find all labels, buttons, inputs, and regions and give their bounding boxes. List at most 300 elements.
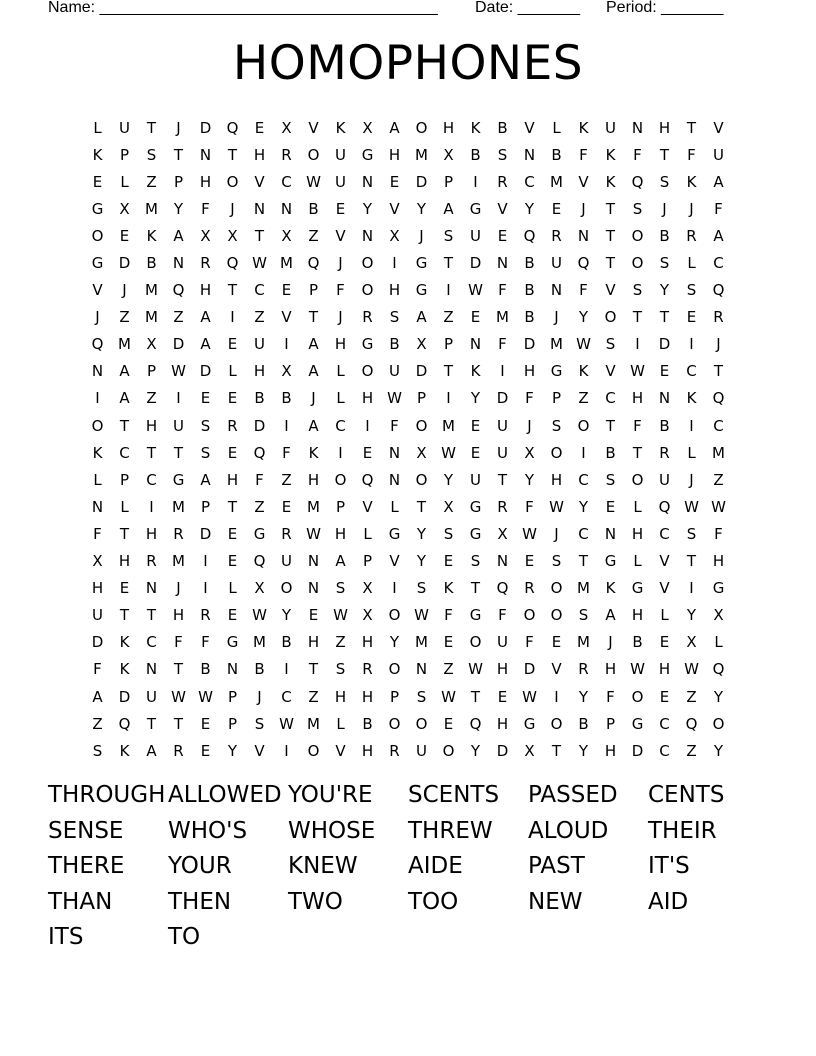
grid-letter[interactable]: N — [658, 389, 671, 408]
grid-letter[interactable]: T — [686, 552, 697, 571]
grid-letter[interactable]: E — [551, 199, 562, 218]
grid-letter[interactable]: M — [550, 172, 563, 191]
grid-letter[interactable]: F — [498, 281, 507, 300]
grid-letter[interactable]: F — [606, 687, 615, 706]
grid-letter[interactable]: R — [227, 416, 238, 435]
grid-letter[interactable]: J — [338, 254, 343, 273]
grid-letter[interactable]: K — [686, 389, 697, 408]
grid-letter[interactable]: M — [577, 633, 590, 652]
grid-letter[interactable]: H — [604, 660, 617, 679]
grid-letter[interactable]: Y — [524, 199, 535, 218]
grid-letter[interactable]: U — [470, 226, 481, 245]
grid-letter[interactable]: T — [227, 145, 238, 164]
grid-letter[interactable]: I — [689, 579, 694, 598]
grid-letter[interactable]: B — [281, 389, 292, 408]
grid-letter[interactable]: V — [362, 497, 373, 516]
grid-letter[interactable]: T — [470, 687, 481, 706]
grid-letter[interactable]: S — [659, 254, 670, 273]
grid-letter[interactable]: Y — [713, 687, 724, 706]
grid-letter[interactable]: T — [119, 606, 130, 625]
grid-letter[interactable]: S — [389, 308, 400, 327]
grid-letter[interactable]: U — [497, 633, 508, 652]
grid-letter[interactable]: E — [443, 633, 454, 652]
grid-letter[interactable]: L — [390, 497, 399, 516]
grid-letter[interactable]: S — [686, 524, 697, 543]
grid-letter[interactable]: I — [365, 416, 370, 435]
grid-letter[interactable]: H — [334, 687, 347, 706]
grid-letter[interactable]: V — [254, 172, 265, 191]
grid-letter[interactable]: W — [252, 606, 267, 625]
grid-letter[interactable]: O — [361, 254, 374, 273]
grid-letter[interactable]: C — [119, 443, 130, 462]
grid-letter[interactable]: B — [551, 145, 562, 164]
grid-letter[interactable]: O — [361, 281, 374, 300]
grid-letter[interactable]: R — [173, 524, 184, 543]
grid-letter[interactable]: Y — [578, 497, 589, 516]
grid-letter[interactable]: L — [93, 470, 102, 489]
grid-letter[interactable]: I — [446, 281, 451, 300]
grid-letter[interactable]: H — [496, 714, 509, 733]
grid-letter[interactable]: C — [713, 254, 724, 273]
grid-letter[interactable]: E — [443, 552, 454, 571]
grid-letter[interactable]: I — [473, 172, 478, 191]
grid-letter[interactable]: X — [713, 606, 724, 625]
grid-letter[interactable]: O — [550, 714, 563, 733]
grid-letter[interactable]: V — [308, 118, 319, 137]
grid-letter[interactable]: H — [118, 552, 131, 571]
grid-letter[interactable]: H — [199, 172, 212, 191]
grid-letter[interactable]: F — [201, 199, 210, 218]
grid-letter[interactable]: Y — [470, 389, 481, 408]
grid-letter[interactable]: O — [469, 633, 482, 652]
grid-letter[interactable]: U — [254, 335, 265, 354]
grid-letter[interactable]: P — [173, 172, 184, 191]
grid-letter[interactable]: V — [551, 660, 562, 679]
grid-letter[interactable]: J — [581, 199, 586, 218]
grid-letter[interactable]: L — [633, 497, 642, 516]
grid-letter[interactable]: J — [176, 118, 181, 137]
grid-letter[interactable]: G — [604, 552, 617, 571]
grid-letter[interactable]: D — [523, 335, 536, 354]
grid-letter[interactable]: H — [442, 118, 455, 137]
grid-letter[interactable]: T — [173, 714, 184, 733]
grid-letter[interactable]: H — [334, 335, 347, 354]
grid-letter[interactable]: L — [552, 118, 561, 137]
grid-letter[interactable]: J — [419, 226, 424, 245]
grid-letter[interactable]: Q — [172, 281, 185, 300]
grid-letter[interactable]: H — [307, 633, 320, 652]
grid-letter[interactable]: I — [284, 335, 289, 354]
grid-letter[interactable]: R — [389, 741, 400, 760]
period-field[interactable]: Period: _______ — [606, 0, 724, 16]
grid-letter[interactable]: M — [145, 308, 158, 327]
grid-letter[interactable]: K — [92, 443, 103, 462]
grid-letter[interactable]: S — [632, 281, 643, 300]
grid-letter[interactable]: T — [254, 226, 265, 245]
grid-letter[interactable]: H — [307, 470, 320, 489]
grid-letter[interactable]: G — [550, 362, 563, 381]
grid-letter[interactable]: H — [523, 362, 536, 381]
grid-letter[interactable]: A — [146, 741, 157, 760]
grid-letter[interactable]: B — [578, 714, 589, 733]
grid-letter[interactable]: O — [415, 714, 428, 733]
grid-letter[interactable]: W — [549, 497, 564, 516]
grid-letter[interactable]: C — [659, 714, 670, 733]
grid-letter[interactable]: U — [416, 741, 427, 760]
grid-letter[interactable]: Z — [686, 687, 697, 706]
grid-letter[interactable]: O — [712, 714, 725, 733]
grid-letter[interactable]: K — [119, 660, 130, 679]
grid-letter[interactable]: W — [711, 497, 726, 516]
grid-letter[interactable]: G — [91, 199, 104, 218]
grid-letter[interactable]: O — [631, 226, 644, 245]
grid-letter[interactable]: T — [146, 606, 157, 625]
grid-letter[interactable]: O — [388, 660, 401, 679]
grid-letter[interactable]: K — [605, 579, 616, 598]
grid-letter[interactable]: U — [470, 470, 481, 489]
grid-letter[interactable]: B — [470, 145, 481, 164]
grid-letter[interactable]: C — [659, 741, 670, 760]
grid-letter[interactable]: C — [578, 524, 589, 543]
grid-letter[interactable]: V — [281, 308, 292, 327]
grid-letter[interactable]: U — [389, 362, 400, 381]
grid-letter[interactable]: Q — [685, 714, 698, 733]
grid-letter[interactable]: Q — [712, 389, 725, 408]
grid-letter[interactable]: P — [119, 145, 130, 164]
grid-letter[interactable]: E — [227, 335, 238, 354]
grid-letter[interactable]: G — [631, 714, 644, 733]
grid-letter[interactable]: R — [362, 308, 373, 327]
grid-letter[interactable]: V — [254, 741, 265, 760]
grid-letter[interactable]: B — [146, 254, 157, 273]
grid-letter[interactable]: L — [633, 552, 642, 571]
grid-letter[interactable]: B — [659, 416, 670, 435]
grid-letter[interactable]: J — [230, 199, 235, 218]
grid-letter[interactable]: F — [390, 416, 399, 435]
grid-letter[interactable]: T — [551, 741, 562, 760]
grid-letter[interactable]: G — [469, 606, 482, 625]
grid-letter[interactable]: L — [336, 389, 345, 408]
grid-letter[interactable]: N — [91, 497, 104, 516]
grid-letter[interactable]: M — [307, 714, 320, 733]
grid-letter[interactable]: H — [712, 552, 725, 571]
grid-letter[interactable]: U — [659, 470, 670, 489]
grid-letter[interactable]: P — [605, 714, 616, 733]
grid-letter[interactable]: Q — [523, 226, 536, 245]
grid-letter[interactable]: V — [389, 552, 400, 571]
grid-letter[interactable]: N — [307, 579, 320, 598]
grid-letter[interactable]: O — [631, 687, 644, 706]
grid-letter[interactable]: S — [551, 416, 562, 435]
grid-letter[interactable]: I — [284, 416, 289, 435]
grid-letter[interactable]: H — [334, 524, 347, 543]
grid-letter[interactable]: E — [686, 308, 697, 327]
grid-letter[interactable]: E — [200, 389, 211, 408]
grid-letter[interactable]: Y — [281, 606, 292, 625]
grid-letter[interactable]: V — [497, 199, 508, 218]
grid-letter[interactable]: T — [173, 443, 184, 462]
grid-letter[interactable]: W — [684, 660, 699, 679]
grid-letter[interactable]: U — [497, 416, 508, 435]
grid-letter[interactable]: I — [689, 335, 694, 354]
grid-letter[interactable]: Y — [227, 741, 238, 760]
grid-letter[interactable]: X — [281, 226, 292, 245]
grid-letter[interactable]: R — [497, 497, 508, 516]
grid-letter[interactable]: T — [659, 145, 670, 164]
grid-letter[interactable]: N — [415, 660, 428, 679]
grid-letter[interactable]: U — [119, 118, 130, 137]
grid-letter[interactable]: H — [145, 524, 158, 543]
grid-letter[interactable]: S — [497, 145, 508, 164]
grid-letter[interactable]: Q — [469, 714, 482, 733]
grid-letter[interactable]: K — [605, 172, 616, 191]
grid-letter[interactable]: C — [146, 470, 157, 489]
grid-letter[interactable]: P — [416, 389, 427, 408]
grid-letter[interactable]: J — [95, 308, 100, 327]
grid-letter[interactable]: D — [415, 172, 428, 191]
grid-letter[interactable]: F — [525, 497, 534, 516]
grid-letter[interactable]: P — [119, 470, 130, 489]
grid-letter[interactable]: S — [605, 470, 616, 489]
grid-letter[interactable]: K — [470, 362, 481, 381]
grid-letter[interactable]: B — [281, 633, 292, 652]
grid-letter[interactable]: T — [605, 226, 616, 245]
grid-letter[interactable]: W — [414, 606, 429, 625]
grid-letter[interactable]: T — [605, 254, 616, 273]
grid-letter[interactable]: N — [172, 254, 185, 273]
grid-letter[interactable]: J — [608, 633, 613, 652]
grid-letter[interactable]: R — [497, 172, 508, 191]
grid-letter[interactable]: G — [523, 714, 536, 733]
grid-letter[interactable]: W — [630, 660, 645, 679]
grid-letter[interactable]: M — [145, 199, 158, 218]
grid-letter[interactable]: U — [92, 606, 103, 625]
grid-letter[interactable]: O — [523, 606, 536, 625]
grid-letter[interactable]: E — [659, 362, 670, 381]
date-field[interactable]: Date: _______ — [475, 0, 580, 16]
grid-letter[interactable]: M — [415, 633, 428, 652]
grid-letter[interactable]: A — [200, 470, 211, 489]
grid-letter[interactable]: C — [281, 172, 292, 191]
grid-letter[interactable]: H — [550, 470, 563, 489]
grid-letter[interactable]: C — [254, 281, 265, 300]
grid-letter[interactable]: Z — [443, 660, 454, 679]
grid-letter[interactable]: R — [281, 524, 292, 543]
grid-letter[interactable]: Z — [92, 714, 103, 733]
grid-letter[interactable]: Y — [443, 470, 454, 489]
grid-letter[interactable]: Z — [713, 470, 724, 489]
grid-letter[interactable]: B — [308, 199, 319, 218]
grid-letter[interactable]: X — [497, 524, 508, 543]
grid-letter[interactable]: E — [281, 497, 292, 516]
grid-letter[interactable]: N — [523, 145, 536, 164]
grid-letter[interactable]: D — [118, 254, 131, 273]
grid-letter[interactable]: P — [200, 497, 211, 516]
grid-letter[interactable]: T — [713, 362, 724, 381]
grid-letter[interactable]: F — [255, 470, 264, 489]
grid-letter[interactable]: G — [469, 199, 482, 218]
grid-letter[interactable]: H — [361, 633, 374, 652]
name-field[interactable]: Name: ______________________________________ — [48, 0, 438, 16]
grid-letter[interactable]: O — [307, 741, 320, 760]
grid-letter[interactable]: O — [631, 470, 644, 489]
grid-letter[interactable]: A — [308, 416, 319, 435]
grid-letter[interactable]: K — [605, 145, 616, 164]
grid-letter[interactable]: Z — [335, 633, 346, 652]
grid-letter[interactable]: D — [415, 362, 428, 381]
grid-letter[interactable]: B — [497, 118, 508, 137]
grid-letter[interactable]: B — [632, 633, 643, 652]
grid-letter[interactable]: H — [631, 389, 644, 408]
grid-letter[interactable]: G — [253, 524, 266, 543]
grid-letter[interactable]: T — [470, 579, 481, 598]
grid-letter[interactable]: H — [496, 660, 509, 679]
grid-letter[interactable]: O — [226, 172, 239, 191]
grid-letter[interactable]: N — [361, 172, 374, 191]
grid-letter[interactable]: V — [659, 552, 670, 571]
grid-letter[interactable]: V — [335, 226, 346, 245]
grid-letter[interactable]: L — [687, 254, 696, 273]
grid-letter[interactable]: R — [200, 254, 211, 273]
grid-letter[interactable]: O — [307, 145, 320, 164]
grid-letter[interactable]: D — [199, 118, 212, 137]
grid-letter[interactable]: E — [254, 118, 265, 137]
grid-letter[interactable]: R — [686, 226, 697, 245]
grid-letter[interactable]: G — [631, 579, 644, 598]
grid-letter[interactable]: E — [92, 172, 103, 191]
grid-letter[interactable]: P — [389, 687, 400, 706]
grid-letter[interactable]: M — [577, 579, 590, 598]
grid-letter[interactable]: X — [443, 145, 454, 164]
grid-letter[interactable]: U — [146, 687, 157, 706]
grid-letter[interactable]: N — [577, 226, 590, 245]
grid-letter[interactable]: E — [227, 389, 238, 408]
grid-letter[interactable]: W — [306, 172, 321, 191]
grid-letter[interactable]: E — [227, 524, 238, 543]
grid-letter[interactable]: Y — [713, 741, 724, 760]
grid-letter[interactable]: S — [254, 714, 265, 733]
grid-letter[interactable]: M — [442, 416, 455, 435]
grid-letter[interactable]: K — [578, 118, 589, 137]
grid-letter[interactable]: S — [200, 416, 211, 435]
grid-letter[interactable]: F — [93, 660, 102, 679]
grid-letter[interactable]: T — [443, 362, 454, 381]
grid-letter[interactable]: M — [307, 497, 320, 516]
grid-letter[interactable]: C — [686, 362, 697, 381]
grid-letter[interactable]: X — [254, 579, 265, 598]
grid-letter[interactable]: T — [119, 524, 130, 543]
grid-letter[interactable]: Z — [578, 389, 589, 408]
grid-letter[interactable]: O — [550, 443, 563, 462]
grid-letter[interactable]: W — [630, 362, 645, 381]
grid-letter[interactable]: K — [92, 145, 103, 164]
grid-letter[interactable]: N — [145, 660, 158, 679]
grid-letter[interactable]: D — [253, 416, 266, 435]
grid-letter[interactable]: X — [227, 226, 238, 245]
grid-letter[interactable]: N — [496, 254, 509, 273]
grid-letter[interactable]: G — [361, 145, 374, 164]
grid-letter[interactable]: S — [92, 741, 103, 760]
grid-letter[interactable]: E — [227, 443, 238, 462]
grid-letter[interactable]: C — [524, 172, 535, 191]
grid-letter[interactable]: B — [362, 714, 373, 733]
grid-letter[interactable]: H — [631, 524, 644, 543]
grid-letter[interactable]: S — [200, 443, 211, 462]
grid-letter[interactable]: V — [524, 118, 535, 137]
grid-letter[interactable]: M — [172, 497, 185, 516]
grid-letter[interactable]: O — [91, 226, 104, 245]
grid-letter[interactable]: D — [199, 524, 212, 543]
grid-letter[interactable]: F — [444, 606, 453, 625]
grid-letter[interactable]: E — [470, 443, 481, 462]
grid-letter[interactable]: L — [660, 606, 669, 625]
grid-letter[interactable]: E — [659, 633, 670, 652]
grid-letter[interactable]: I — [392, 579, 397, 598]
grid-letter[interactable]: F — [201, 633, 210, 652]
grid-letter[interactable]: R — [524, 579, 535, 598]
grid-letter[interactable]: G — [415, 281, 428, 300]
grid-letter[interactable]: O — [388, 714, 401, 733]
grid-letter[interactable]: E — [470, 308, 481, 327]
grid-letter[interactable]: A — [605, 606, 616, 625]
grid-letter[interactable]: H — [361, 687, 374, 706]
grid-letter[interactable]: R — [659, 443, 670, 462]
grid-letter[interactable]: G — [172, 470, 185, 489]
grid-letter[interactable]: Z — [119, 308, 130, 327]
grid-letter[interactable]: K — [443, 579, 454, 598]
grid-letter[interactable]: B — [254, 389, 265, 408]
grid-letter[interactable]: R — [146, 552, 157, 571]
grid-letter[interactable]: P — [551, 389, 562, 408]
grid-letter[interactable]: S — [578, 606, 589, 625]
grid-letter[interactable]: R — [173, 741, 184, 760]
grid-letter[interactable]: K — [119, 741, 130, 760]
grid-letter[interactable]: N — [604, 524, 617, 543]
grid-letter[interactable]: Q — [658, 497, 671, 516]
grid-letter[interactable]: V — [335, 741, 346, 760]
grid-letter[interactable]: P — [308, 281, 319, 300]
grid-letter[interactable]: O — [388, 606, 401, 625]
grid-letter[interactable]: J — [338, 308, 343, 327]
grid-letter[interactable]: H — [145, 416, 158, 435]
grid-letter[interactable]: Z — [281, 470, 292, 489]
grid-letter[interactable]: U — [713, 145, 724, 164]
grid-letter[interactable]: I — [446, 389, 451, 408]
grid-letter[interactable]: D — [523, 660, 536, 679]
grid-letter[interactable]: S — [443, 524, 454, 543]
grid-letter[interactable]: L — [93, 118, 102, 137]
grid-letter[interactable]: P — [335, 497, 346, 516]
grid-letter[interactable]: T — [497, 470, 508, 489]
grid-letter[interactable]: U — [605, 118, 616, 137]
grid-letter[interactable]: U — [281, 552, 292, 571]
grid-letter[interactable]: N — [199, 145, 212, 164]
grid-letter[interactable]: Z — [146, 172, 157, 191]
grid-letter[interactable]: D — [496, 389, 509, 408]
grid-letter[interactable]: G — [91, 254, 104, 273]
grid-letter[interactable]: O — [415, 416, 428, 435]
grid-letter[interactable]: N — [388, 470, 401, 489]
grid-letter[interactable]: I — [203, 552, 208, 571]
grid-letter[interactable]: I — [635, 335, 640, 354]
grid-letter[interactable]: D — [658, 335, 671, 354]
grid-letter[interactable]: G — [469, 497, 482, 516]
grid-letter[interactable]: W — [333, 606, 348, 625]
grid-letter[interactable]: E — [497, 226, 508, 245]
grid-letter[interactable]: T — [173, 660, 184, 679]
grid-letter[interactable]: K — [470, 118, 481, 137]
grid-letter[interactable]: N — [388, 443, 401, 462]
